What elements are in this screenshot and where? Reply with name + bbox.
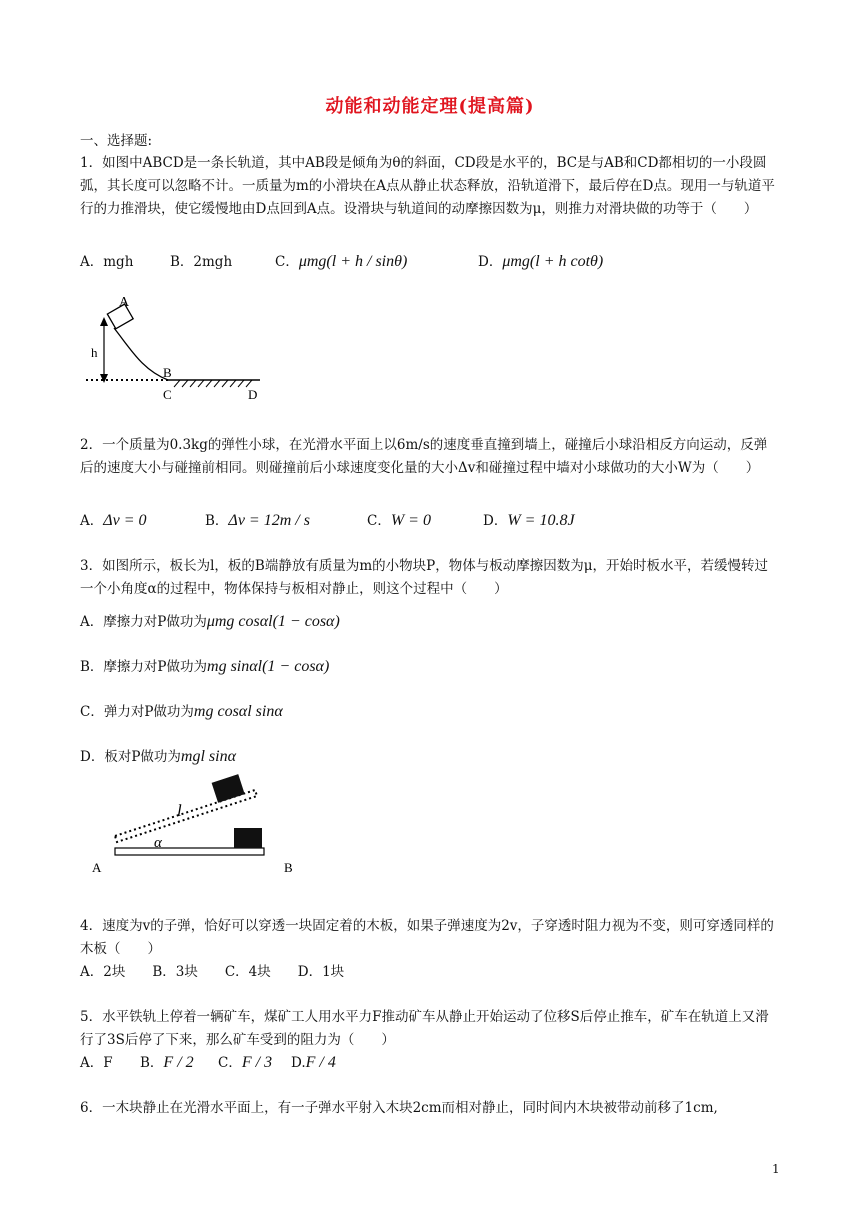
q1-option-d [478, 251, 603, 273]
q3-option-c-formula: mg cosαl sinα [193, 703, 283, 720]
q3-horizontal-board [115, 848, 264, 855]
q2-option-b-label: B． [205, 513, 229, 529]
q2-option-b [205, 510, 310, 532]
q3-block-on-tilted-board [212, 774, 245, 803]
q2-option-d-formula: W = 10.8J [507, 512, 575, 529]
question-4-text: 4．速度为v的子弹，恰好可以穿透一块固定着的木板，如果子弹速度为2v，子穿透时阻力视为不变，则可穿透同样的木板（ ） [80, 918, 774, 957]
q1-option-d-formula: μmg(l + h cotθ) [502, 253, 604, 270]
q1-label-d: D [248, 387, 258, 402]
question-3-text: 3．如图所示，板长为l，板的B端静放有质量为m的小物块P，物体与板动摩擦因数为μ，开始时板水平，若缓慢转过一个小角度α的过程中，物体保持与板相对静止，则这个过程中（ ） [80, 558, 768, 597]
question-6-text: 6．一木块静止在光滑水平面上，有一子弹水平射入木块2cm而相对静止，同时间内木块被带动前移了1cm, [80, 1100, 718, 1116]
q5-option-d [291, 1052, 336, 1074]
q1-label-h: h [91, 345, 98, 360]
q4-options: A．2块 B．3块 C．4块 D．1块 [80, 964, 345, 980]
q1-option-c-formula: μmg(l + h / sinθ) [298, 253, 408, 270]
q2-option-d-label: D． [483, 513, 508, 529]
q2-option-a [80, 510, 147, 532]
q1-label-c: C [163, 387, 172, 402]
page-title: 动能和动能定理(提高篇) [325, 96, 535, 117]
question-1-text: 1．如图中ABCD是一条长轨道，其中AB段是倾角为θ的斜面，CD段是水平的，BC是与AB和CD都相切的一小段圆弧，其长度可以忽略不计。一质量为m的小滑块在A点从静止状态释放，沿轨道滑下，最后停在D点。现用一与轨道平行的力推滑块，使它缓慢地由D点回到A点。设滑块与轨道间的动摩擦因数为μ，则推力对滑块做的功等于（ ） [80, 155, 775, 217]
q2-option-b-formula: Δv = 12m / s [228, 512, 310, 529]
q1-ground-hatching [174, 380, 252, 387]
q5-option-b-formula: F / 2 [163, 1054, 194, 1071]
q3-option-d-formula: mgl sinα [180, 748, 236, 765]
q3-option-c-label: C．弹力对P做功为 [80, 704, 194, 720]
q3-label-alpha: α [154, 835, 162, 851]
q2-option-c [367, 510, 431, 532]
question-5-text: 5．水平铁轨上停着一辆矿车，煤矿工人用水平力F推动矿车从静止开始运动了位移S后停止推车，矿车在轨道上又滑行了3S后停了下来，那么矿车受到的阻力为（ ） [80, 1009, 769, 1048]
q1-option-d-label: D． [478, 254, 503, 270]
q3-option-d-label: D．板对P做功为 [80, 749, 181, 765]
q3-option-a-label: A．摩擦力对P做功为 [80, 614, 207, 630]
q3-option-b [80, 656, 329, 678]
q1-track-figure [80, 290, 280, 402]
q3-label-l: l [177, 801, 182, 820]
q3-option-a [80, 611, 340, 633]
q3-option-b-label: B．摩擦力对P做功为 [80, 659, 208, 675]
q5-option-c [218, 1052, 272, 1074]
q3-option-c [80, 701, 283, 723]
q2-option-a-label: A． [80, 513, 104, 529]
q1-option-b: B．2mgh [170, 254, 233, 270]
q2-option-c-label: C． [367, 513, 391, 529]
q3-block-on-board [234, 828, 262, 848]
q3-label-b: B [284, 860, 293, 875]
q1-option-c [275, 251, 407, 273]
section-heading: 一、选择题: [80, 133, 153, 149]
page-number: 1 [772, 1162, 780, 1176]
q3-option-d [80, 746, 236, 768]
question-2-text: 2．一个质量为0.3kg的弹性小球，在光滑水平面上以6m/s的速度垂直撞到墙上，碰撞后小球沿相反方向运动，反弹后的速度大小与碰撞前相同。则碰撞前后小球速度变化量的大小Δv和碰撞过程中墙对小球做功的大小W为（ ） [80, 437, 768, 476]
q3-board-figure [88, 772, 308, 878]
q3-label-a: A [92, 860, 102, 875]
q5-option-c-formula: F / 3 [241, 1054, 273, 1071]
q2-option-d [483, 510, 575, 532]
q5-option-c-label: C． [218, 1055, 242, 1071]
q5-option-d-formula: F / 4 [305, 1054, 336, 1071]
q5-option-b [140, 1052, 194, 1074]
q2-option-a-formula: Δv = 0 [103, 512, 147, 529]
q1-label-a: A [119, 295, 130, 310]
q1-option-c-label: C． [275, 254, 299, 270]
q1-label-b: B [163, 365, 172, 380]
q3-option-b-formula: mg sinαl(1 − cosα) [207, 658, 330, 675]
q5-option-d-label: D. [291, 1055, 306, 1071]
q5-option-a: A．F [80, 1055, 113, 1071]
q3-option-a-formula: μmg cosαl(1 − cosα) [206, 613, 340, 630]
q1-track-slope [114, 328, 168, 380]
q1-option-a: A．mgh [80, 254, 134, 270]
q2-option-c-formula: W = 0 [390, 512, 431, 529]
q5-option-b-label: B． [140, 1055, 164, 1071]
